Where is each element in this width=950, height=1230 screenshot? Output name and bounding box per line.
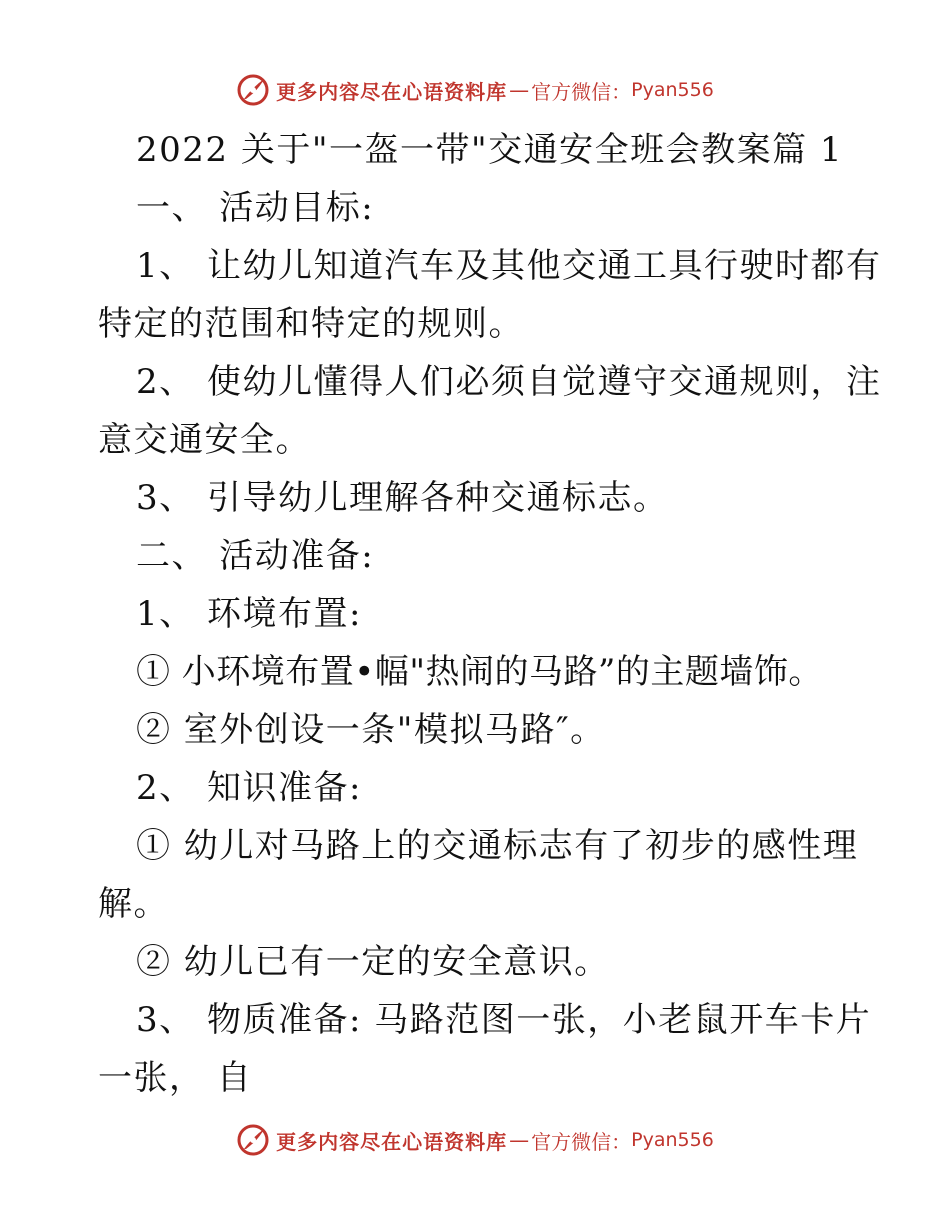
banner-site-name: 更多内容尽在心语资料库 <box>276 1129 508 1154</box>
paragraph-line: 解。 <box>98 884 169 924</box>
banner-official-label: 官方微信： <box>531 1129 632 1154</box>
section-heading: 二、 活动准备: <box>136 536 375 576</box>
paragraph-line: ② 室外创设一条"模拟马路″。 <box>136 710 606 750</box>
banner-dash: — <box>509 1128 530 1152</box>
paragraph-line: 1、 环境布置: <box>136 594 362 634</box>
paragraph-line: 1、 让幼儿知道汽车及其他交通工具行驶时都有 <box>136 246 882 286</box>
paragraph-line: 3、 引导幼儿理解各种交通标志。 <box>136 478 669 518</box>
paragraph-line: 3、 物质准备: 马路范图一张，小老鼠开车卡片 <box>136 1000 872 1040</box>
banner-wechat-handle: Pyan556 <box>631 1129 714 1151</box>
paragraph-line: ① 幼儿对马路上的交通标志有了初步的感性理 <box>136 826 859 866</box>
paragraph-line: 特定的范围和特定的规则。 <box>98 304 524 344</box>
banner-site-name: 更多内容尽在心语资料库 <box>276 79 508 104</box>
paragraph-line: 2、 知识准备: <box>136 768 362 808</box>
watermark-banner-bottom <box>0 1120 950 1160</box>
paragraph-line: ① 小环境布置•幅"热闹的马路”的主题墙饰。 <box>136 652 823 692</box>
watermark-banner-top <box>0 70 950 110</box>
section-heading: 一、 活动目标: <box>136 188 375 228</box>
paragraph-line: 2、 使幼儿懂得人们必须自觉遵守交通规则，注 <box>136 362 882 402</box>
quill-logo-icon <box>236 1123 270 1157</box>
paragraph-line: 一张， 自 <box>98 1058 253 1098</box>
banner-wechat-handle: Pyan556 <box>631 79 714 101</box>
banner-official-label: 官方微信： <box>531 79 632 104</box>
quill-logo-icon <box>236 73 270 107</box>
paragraph-line: ② 幼儿已有一定的安全意识。 <box>136 942 610 982</box>
paragraph-line: 意交通安全。 <box>98 420 311 460</box>
document-title: 2022 关于"一盔一带"交通安全班会教案篇 1 <box>136 130 844 170</box>
banner-dash: — <box>509 78 530 102</box>
